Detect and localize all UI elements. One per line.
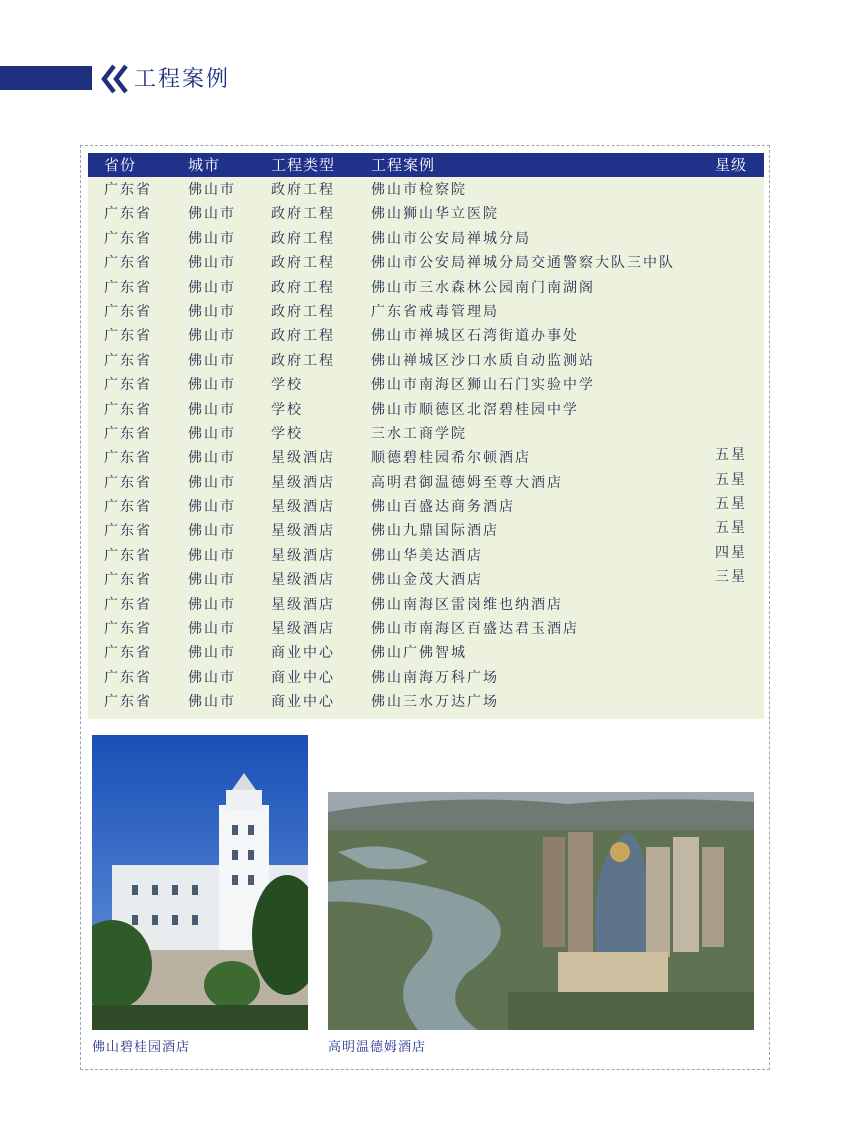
cell-province: 广东省: [104, 352, 152, 369]
cell-city: 佛山市: [188, 450, 236, 467]
cell-project: 佛山百盛达商务酒店: [371, 499, 515, 516]
table-row: [88, 446, 764, 470]
cell-type: 学校: [271, 425, 303, 442]
cell-star: 四星: [715, 544, 747, 561]
cell-project: 高明君御温德姆至尊大酒店: [371, 474, 563, 491]
cell-type: 政府工程: [271, 182, 335, 198]
cell-star: 五星: [715, 471, 747, 488]
table-row: [88, 202, 764, 226]
table-row: [88, 617, 764, 641]
cell-type: 星级酒店: [271, 499, 335, 516]
table-row: [88, 495, 764, 519]
cell-type: 星级酒店: [271, 547, 335, 564]
cell-type: 政府工程: [271, 279, 335, 296]
cell-star: 五星: [715, 447, 747, 464]
cell-type: 政府工程: [271, 230, 335, 247]
table-body: [88, 177, 764, 719]
project-table: [88, 153, 764, 719]
cell-type: 商业中心: [271, 694, 335, 711]
cell-type: 星级酒店: [271, 621, 335, 638]
cell-province: 广东省: [104, 547, 152, 564]
cell-province: 广东省: [104, 328, 152, 345]
cell-project: 佛山华美达酒店: [371, 547, 483, 564]
cell-project: 佛山金茂大酒店: [371, 572, 483, 589]
cell-type: 政府工程: [271, 352, 335, 369]
cell-project: 佛山市南海区狮山石门实验中学: [371, 377, 595, 394]
table-row: [88, 519, 764, 543]
cell-star: 五星: [715, 520, 747, 537]
cell-project: 佛山广佛智城: [371, 645, 467, 662]
cell-city: 佛山市: [188, 206, 236, 223]
cell-province: 广东省: [104, 182, 152, 198]
table-row: [88, 690, 764, 714]
cell-province: 广东省: [104, 669, 152, 686]
cell-type: 商业中心: [271, 669, 335, 686]
table-row: [88, 593, 764, 617]
page-title: 工程案例: [134, 67, 231, 92]
table-row: [88, 544, 764, 568]
cell-project: 佛山市检察院: [371, 182, 467, 198]
cell-province: 广东省: [104, 279, 152, 296]
cell-city: 佛山市: [188, 352, 236, 369]
cell-type: 政府工程: [271, 206, 335, 223]
cell-city: 佛山市: [188, 523, 236, 540]
table-row: [88, 276, 764, 300]
cell-city: 佛山市: [188, 621, 236, 638]
column-header-type: 工程类型: [271, 156, 336, 174]
cell-project: 佛山狮山华立医院: [371, 206, 499, 223]
table-row: [88, 373, 764, 397]
table-row: [88, 227, 764, 251]
double-chevron-left-icon: [100, 62, 130, 96]
cell-star: 三星: [715, 569, 747, 586]
cell-city: 佛山市: [188, 547, 236, 564]
cell-project: 佛山南海区雷岗维也纳酒店: [371, 596, 563, 613]
cell-province: 广东省: [104, 499, 152, 516]
cell-city: 佛山市: [188, 401, 236, 418]
table-row: [88, 324, 764, 348]
table-row: [88, 251, 764, 275]
cell-city: 佛山市: [188, 474, 236, 491]
cell-type: 学校: [271, 377, 303, 394]
column-header-project: 工程案例: [371, 156, 436, 174]
cell-project: 佛山市顺德区北滘碧桂园中学: [371, 401, 579, 418]
cell-project: 顺德碧桂园希尔顿酒店: [371, 450, 531, 467]
cell-province: 广东省: [104, 450, 152, 467]
cell-city: 佛山市: [188, 279, 236, 296]
cell-city: 佛山市: [188, 694, 236, 711]
cell-province: 广东省: [104, 425, 152, 442]
cell-province: 广东省: [104, 303, 152, 320]
photo-caption: 佛山碧桂园酒店: [92, 1040, 191, 1055]
column-header-star: 星级: [715, 156, 748, 174]
cell-city: 佛山市: [188, 255, 236, 272]
cell-city: 佛山市: [188, 328, 236, 345]
table-row: [88, 300, 764, 324]
table-row: [88, 422, 764, 446]
cell-province: 广东省: [104, 474, 152, 491]
cell-city: 佛山市: [188, 303, 236, 320]
cell-type: 星级酒店: [271, 596, 335, 613]
header-accent-bar: [0, 66, 92, 90]
cell-type: 政府工程: [271, 328, 335, 345]
cell-city: 佛山市: [188, 645, 236, 662]
cell-type: 星级酒店: [271, 474, 335, 491]
cell-star: 五星: [715, 496, 747, 513]
cell-project: 三水工商学院: [371, 425, 467, 442]
cell-province: 广东省: [104, 377, 152, 394]
cell-province: 广东省: [104, 645, 152, 662]
cell-type: 星级酒店: [271, 523, 335, 540]
cell-city: 佛山市: [188, 572, 236, 589]
cell-province: 广东省: [104, 206, 152, 223]
cell-city: 佛山市: [188, 499, 236, 516]
table-row: [88, 568, 764, 592]
table-row: [88, 349, 764, 373]
cell-city: 佛山市: [188, 230, 236, 247]
cell-type: 商业中心: [271, 645, 335, 662]
cell-project: 佛山市公安局禅城分局交通警察大队三中队: [371, 255, 675, 272]
photo-wyndham-hotel: [328, 792, 754, 1030]
cell-type: 星级酒店: [271, 450, 335, 467]
cell-type: 政府工程: [271, 255, 335, 272]
cell-project: 佛山市南海区百盛达君玉酒店: [371, 621, 579, 638]
cell-project: 佛山市禅城区石湾街道办事处: [371, 328, 579, 345]
cell-project: 佛山市三水森林公园南门南湖阁: [371, 279, 595, 296]
cell-project: 广东省戒毒管理局: [371, 303, 499, 320]
cell-type: 星级酒店: [271, 572, 335, 589]
table-header-row: [88, 153, 764, 177]
cell-project: 佛山南海万科广场: [371, 669, 499, 686]
table-row: [88, 398, 764, 422]
cell-city: 佛山市: [188, 377, 236, 394]
table-row: [88, 471, 764, 495]
cell-province: 广东省: [104, 621, 152, 638]
table-row: [88, 666, 764, 690]
column-header-city: 城市: [188, 156, 221, 174]
column-header-province: 省份: [104, 156, 137, 174]
table-row: [88, 178, 764, 202]
cell-province: 广东省: [104, 523, 152, 540]
cell-province: 广东省: [104, 596, 152, 613]
cell-province: 广东省: [104, 230, 152, 247]
cell-type: 学校: [271, 401, 303, 418]
cell-province: 广东省: [104, 255, 152, 272]
cell-province: 广东省: [104, 572, 152, 589]
cell-province: 广东省: [104, 401, 152, 418]
cell-project: 佛山三水万达广场: [371, 694, 499, 711]
cell-city: 佛山市: [188, 669, 236, 686]
cell-project: 佛山禅城区沙口水质自动监测站: [371, 352, 595, 369]
cell-type: 政府工程: [271, 303, 335, 320]
cell-city: 佛山市: [188, 182, 236, 198]
cell-city: 佛山市: [188, 596, 236, 613]
cell-project: 佛山市公安局禅城分局: [371, 230, 531, 247]
cell-project: 佛山九鼎国际酒店: [371, 523, 499, 540]
photo-country-garden-hotel: [92, 735, 308, 1030]
cell-city: 佛山市: [188, 425, 236, 442]
table-row: [88, 641, 764, 665]
photo-caption: 高明温德姆酒店: [328, 1040, 427, 1055]
cell-province: 广东省: [104, 694, 152, 711]
